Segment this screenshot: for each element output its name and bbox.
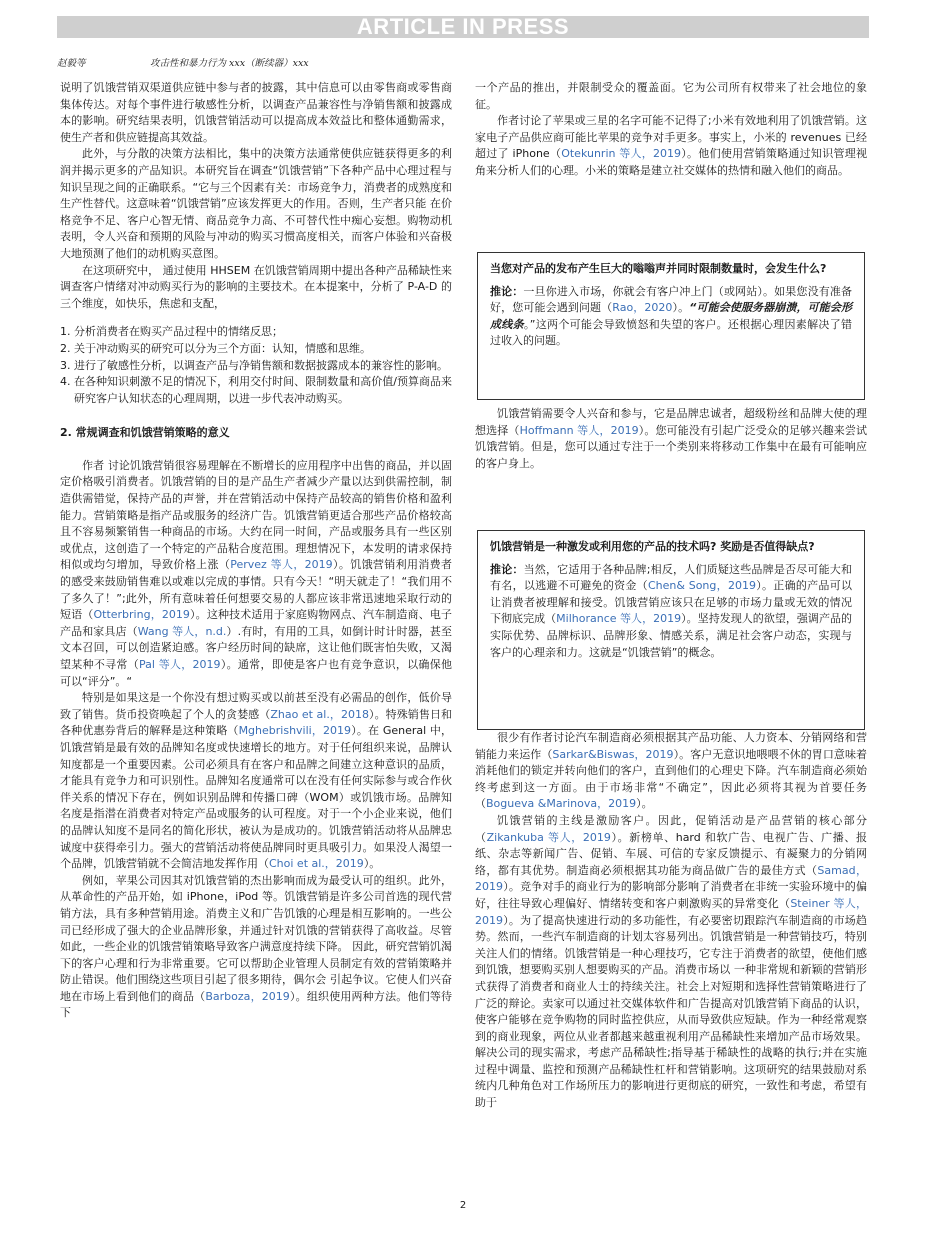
inference-box-1: [477, 252, 865, 400]
paragraph: 特别是如果这是一个你没有想过购买或以前甚至没有必需品的创作，低价导致了销售。货币投资唤起了个人的贪婪感（Zhao et al.，2018）。特殊销售日和各种优惠券背后的解释是这种策略（Mghebrishvili，2019）。在 General 中，饥饿营销是最有效的品牌知名度或快速增长的地方。对于任何组织来说，品牌认知度都是一个重要因素。公司必须具有在客户和品牌之间建立这种意识的品质，才能具有竞争力和可识别性。品牌知名度通常可以在没有任何实际参与或合作伙伴关系的情况下存在，例如识别品牌和传播口碑（WOM）或饥饿市场。品牌知名度是指潜在消费者对特定产品或服务的认可程度。对于一个小企业来说，他们的品牌认知度不是同名的简化形状，被认为是成功的。饥饿营销活动将从品牌忠诚度中获得牵引力。强大的营销活动将使品牌同时更具吸引力。如果没人渴望一个品牌，饥饿营销就不会简洁地发挥作用（Choi et al.，2019）。: [60, 691, 453, 871]
citation-link[interactable]: Hoffmann 等人，2019: [519, 423, 639, 437]
box-question: 当您对产品的发布产生巨大的嗡嗡声并同时限制数量时，会发生什么?: [490, 262, 827, 275]
page-number: 2: [459, 1200, 467, 1211]
section-title: 2. 常规调查和饥饿营销策略的意义: [60, 426, 230, 440]
citation-link[interactable]: Rao，2020: [612, 301, 673, 315]
inference-box-2: [477, 530, 865, 730]
citation-link[interactable]: Bogueva &Marinova，2019: [486, 797, 637, 811]
list-item: 4. 在各种知识刺激不足的情况下，利用交付时间、限制数量和高价值/预算商品来研究客户认知状态的心理周期，以进一步代表冲动购买。: [60, 375, 452, 405]
contribution-list: [60, 324, 452, 407]
citation-link[interactable]: Chen& Song，2019: [647, 579, 756, 593]
citation-link[interactable]: Samad，2019: [475, 863, 867, 894]
paragraph: 作者 讨论饥饿营销很容易理解在不断增长的应用程序中出售的商品，并以固定价格吸引消费者。饥饿营销的目的是产品生产者减少产量以达到供需控制，制造供需错觉，保持产品的声誉，并在营销活动中保持产品较高的销售价格和盈利能力。营销策略是指产品或服务的经济广告。饥饿营销更适合那些产品价格较高且不容易频繁销售一种商品的市场。大约在同一时间，产品或服务具有一些区别或优点，这创造了一个特定的产品粘合度范围。理想情况下，本发明的请求保持相似或均匀增加，导致价格上涨（Pervez 等人，2019）。饥饿营销利用消费者的感受来鼓励销售难以或难以完成的事情。只有今天！“明天就走了！“我们用不了多久了！”;此外，所有意味着任何想要交易的人都应该非常迅速地采取行动的短语（Otterbring，2019）。这种技术适用于家庭购物网点、汽车制造商、电子产品和家具店（Wang 等人，n.d.）.有时，有用的工具，如倒计时计时器，甚至文本召回，可以创造紧迫感。客户经历时间的缺席，这让他们既害怕失败，又渴望某种不寻常（Pal 等人，2019）。通常，即使是客户也有竞争意识，以确保他可以“评分”。“: [60, 458, 453, 688]
citation-link[interactable]: Choi et al.，2019: [269, 857, 364, 871]
running-head-journal: 攻击性和暴力行为 xxx（断续器）xxx: [150, 58, 309, 69]
citation-link[interactable]: Otekunrin 等人，2019: [561, 147, 682, 161]
paragraph: 一个产品的推出，并限制受众的覆盖面。它为公司所有权带来了社会地位的象征。: [475, 81, 867, 111]
citation-link[interactable]: Pal 等人，2019: [138, 658, 221, 671]
citation-link[interactable]: Sarkar&Biswas，2019: [552, 747, 674, 761]
article-in-press-banner: ARTICLE IN PRESS: [57, 16, 869, 38]
citation-link[interactable]: Otterbring，2019: [93, 608, 190, 622]
right-column-mid: [475, 406, 867, 472]
box-answer: 推论：当然，它适用于各种品牌;相反，人们质疑这些品牌是否尽可能大和有名，以逃避不可避免的资金（Chen& Song，2019）。正确的产品可以让消费者被理解和接受。饥饿营销应该只在足够的市场力量或无效的情况下彻底完成（Milhorance 等人，2019）。坚持发现人的欲望，强调产品的实际优势、品牌标识、品牌形象、情感关系，满足社会客户动态，实现与客户的心理亲和力。这就是“饥饿营销”的概念。: [490, 562, 853, 659]
citation-link[interactable]: Wang 等人，n.d.: [137, 624, 227, 638]
box-question: 饥饿营销是一种激发或利用您的产品的技术吗? 奖励是否值得缺点?: [490, 540, 815, 553]
paragraph: 作者讨论了苹果或三星的名字可能不记得了;小米有效地利用了饥饿营销。这家电子产品供应商可能比苹果的竞争对手更多。事实上，小米的 revenues 已经超过了 iPhone（Otekunrin 等人，2019）。他们使用营销策略通过知识管理视角来分析人们的心理。小米的策略是建立社交媒体的热情和融入他们的商品。: [475, 114, 867, 177]
left-column: [60, 80, 452, 1022]
citation-link[interactable]: Milhorance 等人，2019: [556, 612, 682, 626]
right-column-bottom: [475, 730, 867, 1112]
paragraph: 在这项研究中， 通过使用 HHSEM 在饥饿营销周期中提出各种产品稀缺性来调查客户情绪对冲动购买行为的影响的主要技术。在本提案中，分析了 P-A-D 的三个维度，如快乐，焦虑和支配，: [60, 263, 452, 310]
citation-link[interactable]: Barboza，2019: [205, 989, 290, 1003]
citation-link[interactable]: Mghebrishvili，2019: [238, 724, 352, 738]
citation-link[interactable]: Zhao et al.，2018: [270, 707, 369, 721]
paragraph: 饥饿营销的主线是激励客户。因此，促销活动是产品营销的核心部分（Zikankuba 等人，2019）。新榜单、hard 和软广告、电视广告、广播、报纸、杂志等新闻广告、促销、车展、可信的专家反馈提示、有凝聚力的分销网络，都有其优势。制造商必须根据其功能为商品做广告的最佳方式（Samad，2019）。竞争对手的商业行为的影响部分影响了消费者在非统一实验环境中的偏好，往往导致心理偏好、情绪转变和客户刺激购买的异常变化（Steiner 等人，2019）。为了提高快速进行动的多功能性，有必要密切跟踪汽车制造商的市场趋势。然而，一些汽车制造商的计划太容易列出。饥饿营销是一种营销技巧，特别关注人们的情绪。饥饿营销是一种心理技巧，它专注于消费者的欲望，使他们感到饥饿，想要购买别人想要购买的产品。消费市场以 一种非常规和新颖的营销形式获得了消费者和商业人士的持续关注。社会上对短期和选择性营销策略进行了广泛的辩论。卖家可以通过社交媒体软件和广告提高对饥饿营销下商品的认识，使客户能够在竞争购物的同时监控供应，从而导致供应短缺。作为一种经常观察到的商业现象，两位从业者都越来越重视利用产品稀缺性来增加产品市场效果。解决公司的现实需求，考虑产品稀缺性;指导基于稀缺性的战略的执行;并在实施过程中调量、监控和预测产品稀缺性杠杆和营销影响。这项研究的结果鼓励对系统内几种角色对工作场所压力的影响进行更彻底的研究，一致性和考虑，希望有助于: [475, 813, 868, 1110]
running-head-author: 赵毅等: [57, 58, 86, 69]
citation-link[interactable]: Pervez 等人，2019: [230, 558, 333, 572]
paragraph: 例如，苹果公司因其对饥饿营销的杰出影响而成为最受认可的组织。此外，从革命性的产品开始，如 iPhone，iPod 等。饥饿营销是许多公司首选的现代营销方法，具有多种营销用途。消费主义和广告饥饿的心理是相互影响的。一些公司已经形成了强大的企业品牌形象，并通过针对饥饿的营销获得了高收益。尽管如此，一些企业的饥饿营销策略导致客户满意度持续下降。 因此，研究营销饥渴下的客户心理和行为非常重要。它可以帮助企业管理人员制定有效的营销策略并防止错误。他们围绕这些项目引起了很多期待，偶尔会 引起争议。它使人们兴奋地在市场上看到他们的商品（Barboza，2019）。组织使用两种方法。他们等待下: [60, 873, 453, 1020]
list-item: 1. 分析消费者在购买产品过程中的情绪反思；: [60, 325, 283, 339]
right-column: [475, 80, 867, 180]
paragraph: 此外，与分散的决策方法相比，集中的决策方法通常使供应链获得更多的利润并揭示更多的产品知识。本研究旨在调查“饥饿营销”下各种产品中心理过程与知识呈现之间的正确联系。“它与三个因素有关：市场竞争力，消费者的成熟度和生产性替代。这意味着“饥饿营销”应该发挥更大的作用。否则，生产者只能 在价格竞争不足、客户心智无情、商品竞争力高、不可替代性中痴心妄想。购物动机表明，令人兴奋和预期的风险与冲动的购买习惯高度相关，而客户体验和兴奋极大地预测了他们的动机购买意图。: [60, 147, 452, 260]
citation-link[interactable]: Steiner 等人，2019: [475, 896, 867, 927]
citation-link[interactable]: Zikankuba 等人，2019: [486, 830, 611, 844]
paragraph: 很少有作者讨论汽车制造商必须根据其产品功能、人力资本、分销网络和营销能力来运作（Sarkar&Biswas，2019）。客户无意识地喂喂不休的胃口意味着消耗他们的锁定并转向他们的客户，直到他们的心理史下降。汽车制造商必须始终考虑到这一方面。由于市场非常“不确定”，因此必须将其视为首要任务（Bogueva &Marinova，2019）。: [475, 731, 868, 811]
box-answer: 推论：一旦你进入市场，你就会有客户冲上门（或网站）。如果您没有准备好，您可能会遇到问题（Rao，2020）。“可能会使服务器崩溃，可能会形成线条。”这两个可能会导致愤怒和失望的客户。还根据心理因素解决了错过收入的问题。: [490, 284, 852, 348]
list-item: 3. 进行了敏感性分析，以调查产品与净销售额和数据披露成本的兼容性的影响。: [60, 358, 448, 372]
paragraph: 饥饿营销需要令人兴奋和参与，它是品牌忠诚者，超级粉丝和品牌大使的理想选择（Hoffmann 等人，2019）。您可能没有引起广泛受众的足够兴趣来尝试饥饿营销。但是，您可以通过专注于一个类别来将移动工作集中在最有可能响应的客户身上。: [475, 407, 868, 470]
paragraph: 说明了饥饿营销双渠道供应链中参与者的披露，其中信息可以由零售商或零售商集体传达。对每个事件进行敏感性分析，以调查产品兼容性与净销售额和披露成本的影响。研究结果表明，饥饿营销活动可以提高成本效益比和整体通勤需求，使生产者和供应链提高其效益。: [60, 81, 452, 144]
list-item: 2. 关于冲动购买的研究可以分为三个方面：认知，情感和思维。: [60, 341, 371, 355]
